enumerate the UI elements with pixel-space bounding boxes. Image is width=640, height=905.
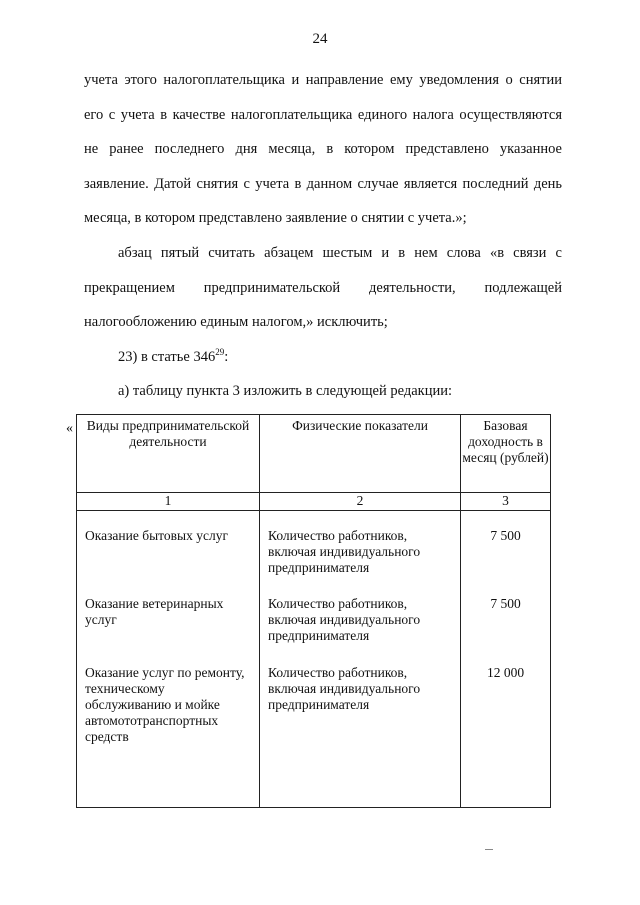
item-23-text: 23) в статье 346 [118, 349, 216, 365]
activity-entry: Оказание услуг по ремонту, техническому обслуживанию и мойке автомототранспортных средств [85, 665, 245, 744]
text-line: не ранее последнего дня месяца, в котором представлено указанное [84, 141, 562, 157]
text-line: его с учета в качестве налогоплательщика единого налога осуществляются [84, 106, 562, 123]
header-indicators: Физические показатели [260, 415, 461, 493]
text-line: учета этого налогоплательщика и направление ему уведомления о снятии [84, 72, 562, 88]
header-base-income: Базовая доходность в месяц (рублей) [461, 415, 551, 493]
text-line: налогообложению единым налогом,» исключить; [84, 314, 388, 330]
activity-entry: Оказание ветеринарных услуг [85, 596, 224, 627]
item-a: а) таблицу пункта 3 изложить в следующей редакции: [118, 383, 453, 399]
table-header-row [77, 415, 551, 493]
value-entry: 7 500 [490, 528, 521, 543]
table-body-row [77, 511, 551, 808]
page-number: 24 [312, 31, 328, 47]
item-23-suffix: : [224, 349, 229, 365]
text-line: заявление. Датой снятия с учета в данном случае является последний день [84, 175, 562, 192]
indicator-entry: Количество работников, включая индивидуального предпринимателя [268, 596, 421, 643]
value-entry: 7 500 [490, 596, 521, 611]
open-quote: « [66, 421, 73, 436]
header-activity: Виды предпринимательской деятельности [77, 415, 260, 493]
paragraph-amendment [84, 236, 562, 340]
text-line: прекращением предпринимательской деятельности, подлежащей [84, 279, 562, 296]
indicator-entry: Количество работников, включая индивидуального предпринимателя [268, 528, 421, 575]
column-number: 1 [77, 493, 260, 511]
value-entry: 12 000 [486, 665, 525, 680]
paragraph-continuation [84, 63, 562, 236]
indicator-column [260, 511, 461, 808]
table-number-row [77, 493, 551, 511]
item-23 [118, 347, 228, 366]
column-number: 3 [461, 493, 551, 511]
base-income-table [76, 414, 551, 808]
text-line: месяца, в котором представлено заявление о снятии с учета.»; [84, 210, 467, 226]
activity-entry: Оказание бытовых услуг [85, 528, 228, 543]
item-23-superscript: 29 [215, 347, 225, 357]
value-column [461, 511, 551, 808]
text-line: абзац пятый считать абзацем шестым и в нем слова «в связи с [118, 245, 562, 261]
indicator-entry: Количество работников, включая индивидуального предпринимателя [268, 665, 421, 712]
activity-column [77, 511, 260, 808]
column-number: 2 [260, 493, 461, 511]
scan-mark [485, 849, 493, 850]
